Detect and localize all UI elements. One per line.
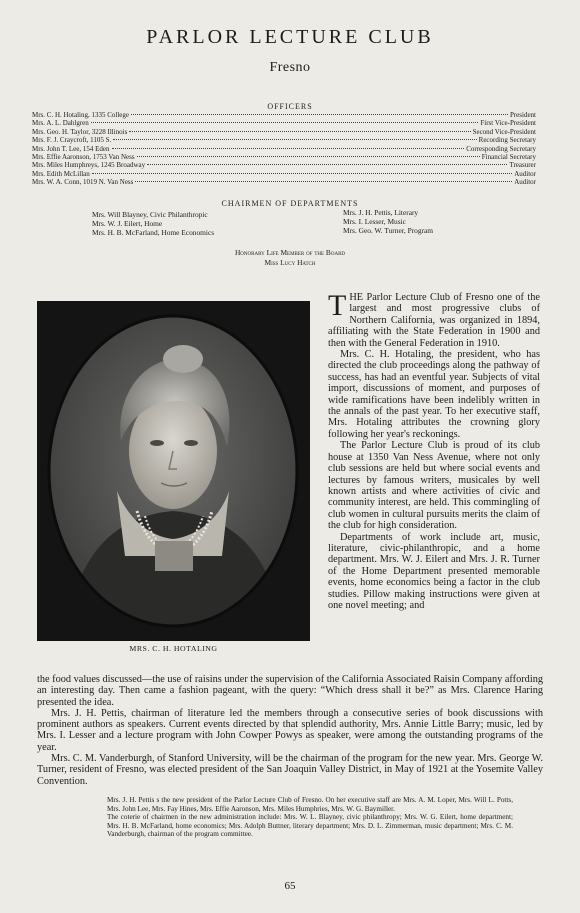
article-paragraph: The Parlor Lecture Club is proud of its club house at 1350 Van Ness Avenue, where not only club sessions are held but where social events and lectures by famous writers, musicales by well known artists and where activities of civic and community interest, are held. This commingling of club women in cultural pursuits merits the claim of the club for high consideration. [328,440,540,532]
officer-role: First Vice-President [480,119,536,128]
officer-role: Auditor [514,169,536,178]
officer-name: Mrs. Effie Aaronson, 1753 Van Ness [32,152,135,161]
officer-row [32,136,536,144]
leader-dots [129,131,470,132]
officer-name: Mrs. Miles Humphreys, 1245 Broadway [32,161,146,170]
drop-cap: T [328,289,347,322]
chairmen-left-column [92,210,214,237]
leader-dots [137,156,480,157]
footnote-paragraph: Mrs. J. H. Pettis s the new president of the Parlor Lecture Club of Fresno. On her executive staff are Mrs. A. M. Loper, Mrs. Will L. Potts, Mrs. John Lee, Mrs. Fay Hines, Mrs. Effie Aaronson, Mrs. Miles Humphries, Mrs. W. G. Baymiller. [107,796,513,813]
page-title: PARLOR LECTURE CLUB [146,26,434,48]
officer-name: Mrs. F. J. Craycroft, 1105 S. [32,136,112,145]
chairman-entry: Mrs. I. Lesser, Music [343,217,406,226]
leader-dots [112,148,465,149]
article-paragraph: Mrs. C. H. Hotaling, the president, who has directed the club proceedings along the pathway of success, has had an eventful year. Subjects of vital import, discussions of moment, and purposes of wide ramifications have been indelibly written in the annals of the past year. To her executive staff, Mrs. Hotaling attributes the crowning glory following her year's reckonings. [328,349,540,440]
portrait-illustration [37,301,310,641]
leader-dots [131,114,508,115]
honorary-label: Honorary Life Member of the Board [234,248,346,257]
officer-role: Financial Secretary [481,152,536,161]
chairman-entry: Mrs. J. H. Pettis, Literary [343,208,419,217]
article-paragraph: Departments of work include art, music, literature, civic-philanthropic, and a home department. Mrs. W. J. Eilert and Mrs. J. R. Turner of the Home Department presented memorable events, home economics being a factor in the club studies. Pillow making instructions were given at one novel meeting; and [328,531,540,611]
chairmen-right-column [343,208,433,235]
leader-dots [91,122,479,123]
officer-name: Mrs. A. L. Dahlgren [32,119,89,128]
leader-dots [113,139,476,140]
officer-role: President [509,111,536,119]
chairman-entry: Mrs. W. J. Eilert, Home [92,219,163,228]
article-full-width [37,674,543,787]
article-paragraph: THE Parlor Lecture Club of Fresno one of the largest and most progressive clubs of Northern California, was organized in 1894, affiliating with the State Federation in 1900 and then with the General Federation in 1910. [328,289,540,349]
leader-dots [92,173,512,174]
officer-name: Mrs. Geo. H. Taylor, 3228 Illinois [32,127,128,136]
officer-name: Mrs. W. A. Conn, 1019 N. Van Ness [32,178,134,187]
officer-role: Treasurer [509,161,536,170]
officers-heading: OFFICERS [267,102,313,111]
chairman-entry: Mrs. Will Blayney, Civic Philanthropic [92,210,208,219]
portrait-caption: MRS. C. H. HOTALING [129,644,218,653]
officer-row [32,128,536,136]
officer-row [32,145,536,153]
chairman-entry: Mrs. H. B. McFarland, Home Economics [92,228,215,237]
article-paragraph: Mrs. C. M. Vanderburgh, of Stanford University, will be the chairman of the program for the new year. Mrs. George W. Turner, resident of Fresno, was elected president of the San Joaquin Valley District, in May of 1921 at the Yosemite Valley Convention. [37,753,543,787]
officer-name: Mrs. Edith McLillan [32,169,90,178]
page-number: 65 [284,880,296,892]
article-paragraph: Mrs. J. H. Pettis, chairman of literature led the members through a consecutive series of book discussions with prominent authors as speakers. Current events directed by that splendid authority, Mrs. Annie Little Barry; music, led by Mrs. I. Lesser and a lecture program with John Cowper Powys as speaker, were among the outstanding programs of the year. [37,707,543,753]
footnote [107,796,513,839]
article-paragraph: the food values discussed—the use of raisins under the supervision of the California Associated Raisin Company affording an interesting day. Then came a fashion pageant, with the query: “Which dress shall it be?” as Mrs. Clarence Haring presented the idea. [37,674,543,708]
page-subtitle: Fresno [269,60,311,75]
leader-dots [147,164,507,165]
officer-role: Second Vice-President [472,127,536,136]
leader-dots [135,181,512,182]
officer-role: Auditor [514,178,536,187]
officer-role: Corresponding Secretary [466,144,536,153]
honorary-name: Miss Lucy Hatch [264,257,316,267]
officer-row [32,170,536,178]
officer-name: Mrs. C. H. Hotaling, 1335 College [32,111,130,119]
officers-list [32,111,536,187]
article-right-column [328,289,540,611]
officer-row [32,178,536,186]
officer-row [32,119,536,127]
honorary-member [0,248,580,267]
officer-row [32,153,536,161]
chairmen-heading: CHAIRMEN OF DEPARTMENTS [221,199,359,208]
officer-row [32,161,536,169]
chairman-entry: Mrs. Geo. W. Turner, Program [343,226,434,235]
officer-role: Recording Secretary [478,136,536,145]
portrait-photo [37,301,310,641]
officer-row [32,111,536,119]
officer-name: Mrs. John T. Lee, 154 Eden [32,144,110,153]
footnote-paragraph: The coterie of chairmen in the new administration include: Mrs. W. L. Blayney, civic philanthropy; Mrs. W. G. Eilert, home department; Mrs. H. B. McFarland, home economics; Mrs. Adolph Buttner, literary department; Mrs. D. L. Zimmerman, music department; Mrs. C. M. Vanderburgh, chairman of the program committee. [107,813,513,839]
